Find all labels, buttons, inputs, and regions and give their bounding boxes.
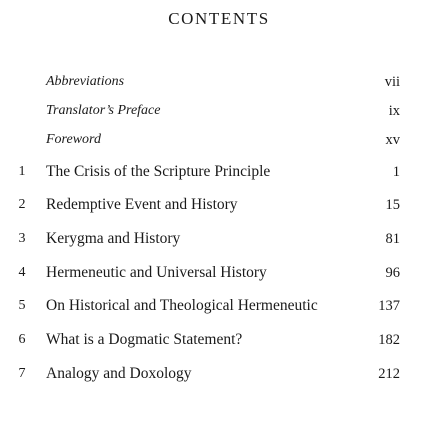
toc-entry-title: Analogy and Doxology: [46, 365, 192, 382]
chapter-number: 1: [18, 164, 26, 179]
chapter-number: 4: [18, 265, 26, 280]
toc-entry-foreword[interactable]: [0, 129, 438, 151]
toc-entry-page: 182: [378, 332, 400, 348]
toc-entry-title: What is a Dogmatic Statement?: [46, 331, 243, 348]
toc-entry-title: Foreword: [46, 132, 101, 147]
toc-entry-page: 212: [378, 366, 400, 382]
chapter-number: 5: [18, 298, 26, 313]
toc-entry-title: On Historical and Theological Hermeneutic: [46, 297, 318, 314]
toc-entry-title: Kerygma and History: [46, 230, 181, 247]
toc-entry-page: vii: [384, 74, 400, 90]
toc-entry-abbreviations[interactable]: [0, 71, 438, 93]
toc-entry-title: Abbreviations: [46, 74, 125, 89]
toc-entry-page: 96: [385, 265, 400, 281]
toc-entry-chapter-5[interactable]: [0, 295, 438, 317]
chapter-number: 7: [18, 366, 26, 381]
toc-entry-title: The Crisis of the Scripture Principle: [46, 163, 271, 180]
toc-entry-translators-preface[interactable]: [0, 100, 438, 122]
chapter-number: 6: [18, 332, 26, 347]
toc-entry-page: 15: [385, 197, 400, 213]
toc-entry-page: ix: [388, 103, 400, 119]
toc-entry-chapter-4[interactable]: [0, 262, 438, 284]
chapter-number: 2: [18, 197, 26, 212]
toc-entry-chapter-2[interactable]: [0, 194, 438, 216]
page-title: CONTENTS: [168, 9, 270, 28]
toc-entry-chapter-7[interactable]: [0, 363, 438, 385]
toc-entry-chapter-3[interactable]: [0, 228, 438, 250]
toc-entry-page: 1: [392, 164, 400, 180]
chapter-number: 3: [18, 231, 26, 246]
toc-entry-title: Redemptive Event and History: [46, 196, 238, 213]
toc-entry-chapter-1[interactable]: [0, 161, 438, 183]
toc-entry-chapter-6[interactable]: [0, 329, 438, 351]
toc-entry-title: Hermeneutic and Universal History: [46, 264, 267, 281]
toc-entry-title: Translator’s Preface: [46, 103, 161, 118]
toc-entry-page: 81: [385, 231, 400, 247]
toc-entry-page: 137: [378, 298, 400, 314]
toc-entry-page: xv: [385, 132, 400, 148]
